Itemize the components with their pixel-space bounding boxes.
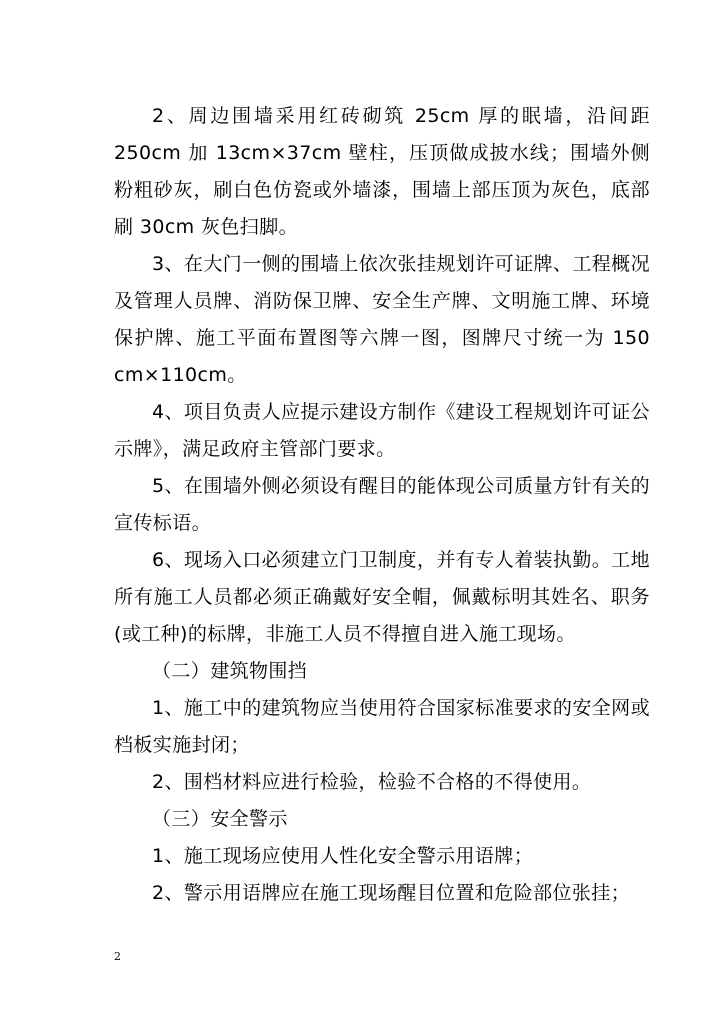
section-heading-building-enclosure: （二）建筑物围挡 — [152, 660, 308, 682]
paragraph-warning-placement: 2、警示用语牌应在施工现场醒目位置和危险部位张挂； — [152, 882, 631, 904]
paragraph-material-inspection: 2、围档材料应进行检验，检验不合格的不得使用。 — [152, 771, 592, 793]
paragraph-gatekeeper: 6、现场入口必须建立门卫制度，并有专人着装执勤。工地所有施工人员都必须正确戴好安全帽，佩戴标明其姓名、职务(或工种)的标牌，非施工人员不得擅自进入施工现场。 — [114, 549, 650, 645]
paragraph-signboards: 3、在大门一侧的围墙上依次张挂规划许可证牌、工程概况及管理人员牌、消防保卫牌、安全生产牌、文明施工牌、环境保护牌、施工平面布置图等六牌一图，图牌尺寸统一为 150 cm×110cm。 — [114, 253, 650, 386]
paragraph-slogan: 5、在围墙外侧必须设有醒目的能体现公司质量方针有关的宣传标语。 — [114, 475, 650, 534]
paragraph-wall-construction: 2、周边围墙采用红砖砌筑 25cm 厚的眠墙，沿间距 250cm 加 13cm×37cm 壁柱，压顶做成披水线；围墙外侧粉粗砂灰，刷白色仿瓷或外墙漆，围墙上部压顶为灰色，底部刷 30cm 灰色扫脚。 — [114, 105, 650, 238]
section-heading-safety-warning: （三）安全警示 — [152, 808, 288, 830]
paragraph-warning-signs: 1、施工现场应使用人性化安全警示用语牌； — [152, 845, 534, 867]
paragraph-permit-sign: 4、项目负责人应提示建设方制作《建设工程规划许可证公示牌》，满足政府主管部门要求。 — [114, 401, 650, 460]
page-number: 2 — [114, 950, 121, 963]
paragraph-safety-net: 1、施工中的建筑物应当使用符合国家标准要求的安全网或档板实施封闭； — [114, 697, 650, 756]
